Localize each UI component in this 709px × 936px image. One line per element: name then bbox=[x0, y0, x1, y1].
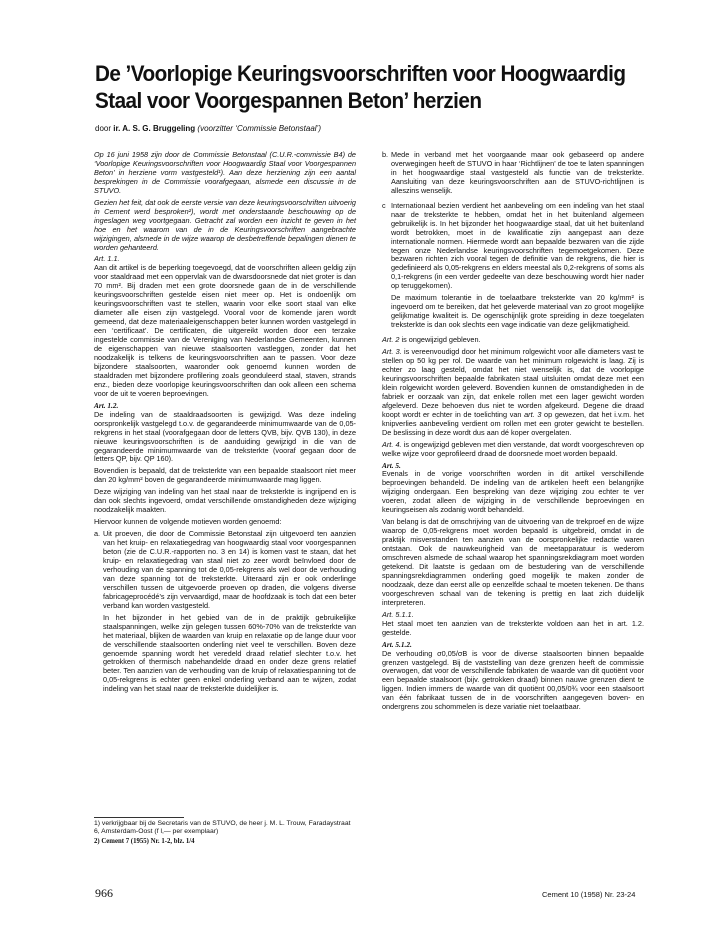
paragraph-art-2 bbox=[382, 336, 644, 345]
paragraph-art-1-2b: Bovendien is bepaald, dat de treksterkte van een bepaalde staalsoort niet meer dan 20 kg/mm² boven de gegarandeerde minimumwaarde mag liggen. bbox=[94, 466, 356, 485]
heading-art-1-2: Art. 1.2. bbox=[94, 400, 119, 410]
heading-art-1-1: Art. 1.1. bbox=[94, 254, 120, 264]
art-4-label: Art. 4. bbox=[382, 439, 402, 449]
intro-paragraph-2: Gezien het feit, dat ook de eerste versie van deze keuringsvoorschriften uitvoerig in Cement werd besproken²), wordt met onderstaande beschouwing op de ingeslagen weg voortgegaan. Getracht zal worden een inzicht te geven in het hoe en het waarom van de in de Keuringsvoorschriften aangebrachte wijzigingen, alsmede in de wijze waarop de desbetreffende bepalingen dienen te worden gehanteerd. bbox=[94, 197, 356, 252]
paragraph-art-1-2d: Hiervoor kunnen de volgende motieven worden genoemd: bbox=[94, 517, 282, 527]
art-3-ref: art. 3 bbox=[524, 409, 542, 419]
paragraph-art-1-2a: De indeling van de staaldraadsoorten is gewijzigd. Was deze indeling oorspronkelijk vastgelegd t.o.v. de gegarandeerde minimumwaarde van de 0,05-rekgrens in het staal (voorafgegaan door de letters QVB, bijv. QVB 130), in deze nieuwe keuringsvoorschriften is de aanduiding gewijzigd in die van de gegarandeerde minimumwaarde van de treksterkte (vooraf gegaan door de letters QP, bijv. QP 160). bbox=[94, 409, 356, 464]
footnote-divider bbox=[94, 817, 184, 818]
byline bbox=[95, 124, 321, 133]
list-marker-c: c bbox=[382, 200, 386, 210]
paragraph-art-5-2: Van belang is dat de omschrijving van de uitvoering van de trekproef en de wijze waarop de 0,05-rekgrens moet worden bepaald is uitgebreid, omdat in de praktijk misverstanden ten aanzien van de oorspronkelijke redactie waren ontstaan. Ook de nauwkeurigheid van de meetapparatuur is wederom omschreven alsmede de schaal waarop het spanningsrekdiagram moet worden getekend. Dit laatste is gedaan om de bestudering van de verschillende spanningsrekdiagrammen onderling goed mogelijk te maken zonder de noodzaak, deze dan eerst alle op eenzelfde schaal te moeten tekenen. De thans voorgeschreven schaal van de tekening is prettig en laat zich duidelijk interpreteren. bbox=[382, 517, 644, 607]
paragraph-art-5-1-2: De verhouding σ0,05/σB is voor de diverse staalsoorten binnen bepaalde grenzen vastgelegd. Bij de vaststelling van deze grenzen heeft de commissie overwogen, dat voor de verschillende fabrikaten de waarde van dit quotiënt voor een bepaalde staalsoort (bijv. getrokken draad) binnen nauwe grenzen dient te liggen. Indien immers de waarde van dit quotiënt 00,05/0¾ voor een staalsoort van één fabrikaat tussen de in de voorschriften aangegeven boven- en ondergrens zou schommelen is deze variatie niet toelaatbaar. bbox=[382, 648, 644, 712]
list-item-a-text: Uit proeven, die door de Commissie Betonstaal zijn uitgevoerd ten aanzien van het kruip- en relaxatiegedrag van hoogwaardig staal voor voorgespannen beton (zie de C.U.R.-rapporten no. 3 en 14) is komen vast te staan, dat het kruip- en relaxatiegedrag van staal niet zo zeer wordt beïnvloed door de verhouding van de spanning tot de 0,05-rekgrens als wel door de verhouding van deze spanning tot de treksterkte. Uiteraard zijn er ook onderlinge verschillen tussen de uitgevoerde proeven op draden, die volgens diverse fabricageprocédé’s zijn vervaardigd, maar de hoofdzaak is toch dat een beter verband kan worden vastgesteld. bbox=[103, 529, 356, 610]
list-item-c-text-2: De maximum tolerantie in de toelaatbare treksterkte van 20 kg/mm² is ingevoerd om te bereiken, dat het geleverde materiaal van zo groot mogelijke gelijkmatige kwaliteit is. De ogenschijnlijk grote spreiding in deze toegelaten treksterkte is dan ook slechts een vage indicatie van deze gelijkmatigheid. bbox=[391, 293, 644, 330]
byline-prefix: door bbox=[95, 124, 114, 133]
title-line-2: Staal voor Voorgespannen Beton’ herzien bbox=[95, 88, 482, 113]
page-number: 966 bbox=[95, 886, 113, 900]
author-role: (voorzitter ‘Commissie Betonstaal’) bbox=[197, 124, 321, 133]
paragraph-art-4 bbox=[382, 441, 644, 459]
paragraph-art-1-2c: Deze wijziging van indeling van het staal naar de treksterkte is ingrijpend en is dan ook slechts ingevoerd, omdat verschillende omstandigheden deze wijziging noodzakelijk maakten. bbox=[94, 487, 356, 515]
heading-art-5: Art. 5. bbox=[382, 460, 401, 470]
list-item-a-text-2: In het bijzonder in het gebied van de in de praktijk gebruikelijke staalspanningen, welke zijn gelegen tussen 60%-70% van de treksterkte van het materiaal, blijken de waarden van kruip en relaxatie op de lange duur voor de verschillende staalsoorten onderling niet veel te verschillen. Boven deze genoemde spanning wordt het veredeld draad relatief slechter t.o.v. het getrokken of thermisch nabehandelde draad en onder deze grens relatief beter. Ten aanzien van de verhouding van de kruip of relaxatiespanning tot de 0,05-rekgrens is echter geen enkel onderling verband aan te wijzen, zodat indeling van het staal naar de treksterkte duidelijker is. bbox=[103, 612, 356, 694]
list-marker-b: b. bbox=[382, 150, 389, 159]
footnote-2: 2) Cement 7 (1955) Nr. 1-2, blz. 1/4 bbox=[94, 838, 195, 845]
paragraph-art-5-1-1: Het staal moet ten aanzien van de treksterkte voldoen aan het in art. 1.2. gestelde. bbox=[382, 618, 644, 637]
art-3-label: Art. 3. bbox=[382, 347, 402, 357]
paragraph-art-1-1: Aan dit artikel is de beperking toegevoegd, dat de voorschriften alleen geldig zijn voor staaldraad met een oppervlak van de dwarsdoorsnede dat niet groter is dan 70 mm². Bij draden met een grote doorsnede gaan de in de verschillende keuringsvoorschriften gestelde eisen niet meer op. Het is ondoenlijk om keuringsvoorschriften vast te stellen, waarin voor elke soort staal van elke diameter alle eisen zijn vastgelegd. Vooral voor de komende jaren wordt gemeend, dat deze materiaaleigenschappen beter kunnen worden vastgelegd in een ‘certificaat’. De certificaten, die uitgereikt worden door een terzake ingestelde commissie van de Vereniging van Nederlandse Gemeenten, kunnen de eigenschappen van nieuwe staalsoorten vastleggen, zonder dat het noodzakelijk is telkens de keuringsvoorschriften aan te passen. Voor deze bijzondere staalsoorten, waaronder ook genoemd kunnen worden de staaldraden met bijzondere profilering zoals geonduleerd staal, staven, strands enz., bieden deze voorlopige keuringsvoorschriften dan ook alleen een schema voor de uit te voeren beproevingen. bbox=[94, 263, 356, 398]
list-item-b bbox=[382, 151, 644, 199]
art-3-text: is vereenvoudigd door het minimum rolgewicht voor alle diameters vast te stellen op 50 kg per rol. De waarde van het minimum rolgewicht is laag. Zij is echter zo laag gesteld, omdat het niet wenselijk is, dat de voorlopige keuringsvoorschriften bepaalde fabrikaten staal uitsluiten omdat deze met een klein rolgewicht worden geleverd. Bovendien kunnen de omstandigheden in de fabriek er oorzaak van zijn, dat enkele rollen met een lager gewicht worden afgeleverd. Deze behoeven dus niet te worden afgekeurd. Degene die draad koopt wordt er echter in de toelichting van bbox=[382, 347, 644, 419]
list-marker-a: a. bbox=[94, 529, 101, 539]
list-item-b-text: Mede in verband met het voorgaande maar ook gebaseerd op andere overwegingen heeft de STUVO in haar ‘Richtlijnen’ de toe te laten spanningen in het hoogwaardige staal vastgesteld als functie van de treksterkte. Aansluiting van deze keuringsvoorschriften aan de STUVO-richtlijnen is alleszins wenselijk. bbox=[391, 150, 644, 195]
list-item-a bbox=[94, 530, 356, 697]
title-line-1: De ’Voorlopige Keuringsvoorschriften voor Hoogwaardig bbox=[95, 61, 626, 86]
art-3-text-2: op gewezen, dat het i.v.m. het knipverlies aanbeveling verdient om rollen met een groter gewicht te bestellen. De beslissing in deze wordt dus aan dé koper overgelaten. bbox=[382, 409, 644, 437]
intro-paragraph-1: Op 16 juni 1958 zijn door de Commissie Betonstaal (C.U.R.-commissie B4) de ‘Voorlopige Keuringsvoorschriften voor Hoogwaardig Staal voor Voorgespannen Beton’ in herziene vorm vastgesteld¹). Aan deze herziening zijn een aantal besprekingen in de Commissie voorafgegaan, alsmede een discussie in de STUVO. bbox=[94, 150, 356, 195]
footnote-1: 1) verkrijgbaar bij de Secretaris van de STUVO, de heer j. M. L. Trouw, Faradaystraat 6, Amsterdam-Oost (f l,— per exemplaar) bbox=[94, 820, 351, 835]
left-column bbox=[94, 151, 356, 700]
art-2-text: is ongewijzigd gebleven. bbox=[399, 335, 481, 345]
author-name: ir. A. S. G. Bruggeling bbox=[113, 124, 196, 133]
heading-art-5-1-1: Art. 5.1.1. bbox=[382, 609, 414, 619]
list-item-c-text: Internationaal bezien verdient het aanbeveling om een indeling van het staal naar de treksterkte te hebben, omdat het in het buitenland algemeen gebruikelijk is. In het bijzonder het hoogwaardige staal, dat uit het buitenland wordt betrokken, moet in de kwalificatie zijn aangepast aan deze internationale normen. Hiermede wordt aan bepaalde bezwaren van die zijde tegen onze Nederlandse keuringsvoorschriften tegemoetgekomen. Deze bezwaren richten zich vooral tegen de definitie van de rekgrens, die hier is gedefinieerd als 0,05-rekgrens en elders meestal als 0,2-rekgrens of soms als 0,1-rekgrens (in een verder gedeelte van deze beschouwing wordt hier nader op teruggekomen). bbox=[391, 200, 644, 291]
paragraph-art-5: Evenals in de vorige voorschriften worden in dit artikel verschillende beproevingen behandeld. De indeling van de artikelen heeft een belangrijke wijziging ondergaan. Een bespreking van deze wijziging zou echter te ver voeren, zodat alleen de wijziging in de verschillende beproevingen en keuringseisen als zodanig wordt behandeld. bbox=[382, 469, 644, 515]
art-2-label: Art. 2 bbox=[382, 335, 400, 345]
right-column bbox=[382, 151, 644, 715]
art-4-text: is ongewijzigd gebleven met dien verstande, dat wordt voorgeschreven op welke wijze voor geprofileerd draad de doorsnede moet worden bepaald. bbox=[382, 439, 644, 458]
article-title bbox=[95, 60, 626, 114]
paragraph-art-3 bbox=[382, 348, 644, 438]
heading-art-5-1-2: Art. 5.1.2. bbox=[382, 639, 412, 649]
list-item-c bbox=[382, 202, 644, 333]
journal-reference: Cement 10 (1958) Nr. 23-24 bbox=[542, 890, 636, 899]
